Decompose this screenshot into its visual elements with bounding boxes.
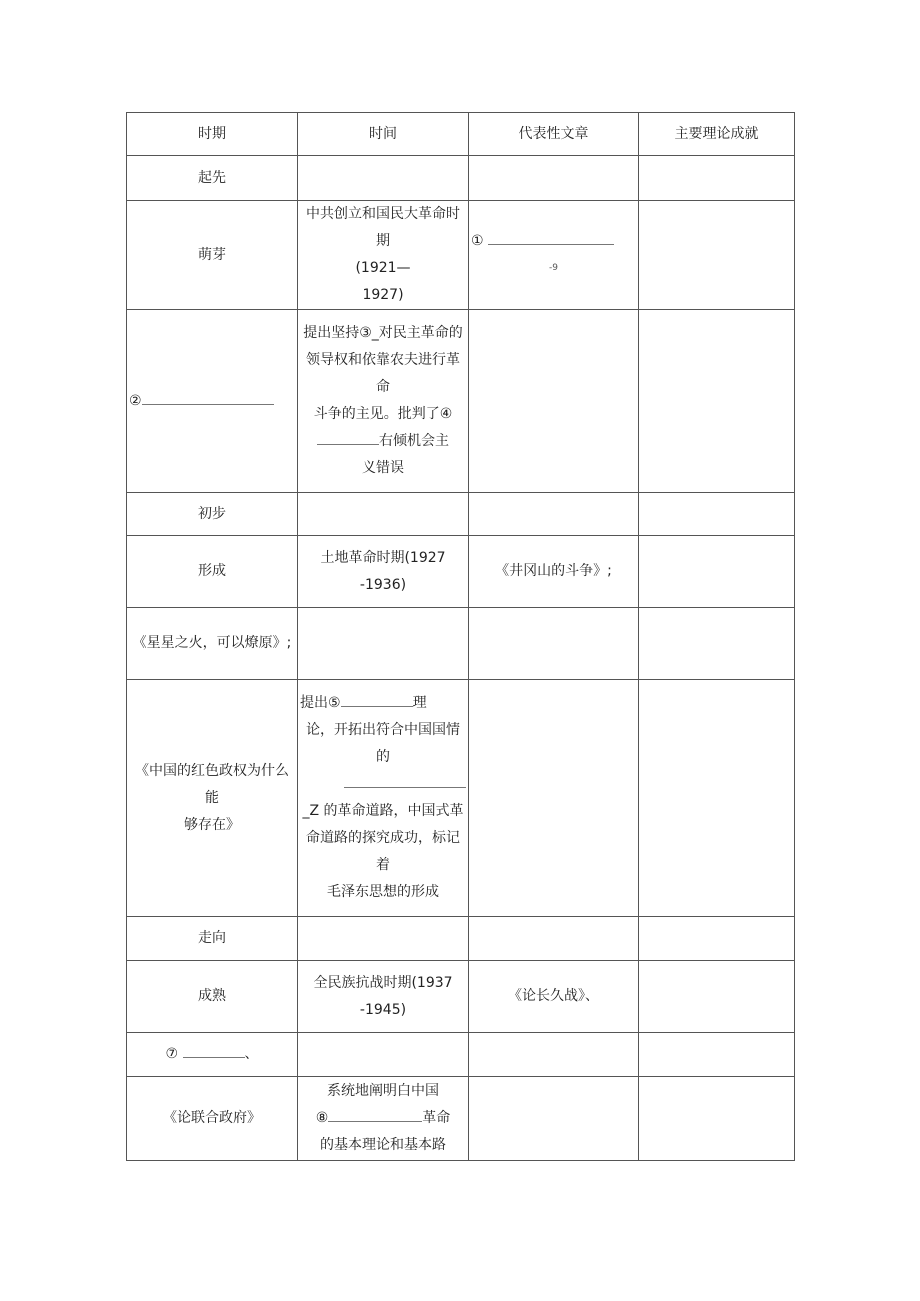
achievement-cell bbox=[298, 310, 469, 493]
text-fragment: 理 bbox=[412, 695, 427, 711]
time-line: -1936) bbox=[359, 576, 407, 593]
time-line: -1945) bbox=[359, 1001, 407, 1018]
period-cell: 走向 bbox=[127, 917, 298, 961]
empty-cell bbox=[469, 156, 639, 201]
time-line: 土地革命时期(1927 bbox=[320, 549, 446, 566]
header-period: 时期 bbox=[127, 113, 298, 156]
achievement-cell bbox=[298, 680, 469, 917]
empty-cell bbox=[469, 493, 639, 536]
article-cell: 《论长久战》、 bbox=[469, 961, 639, 1033]
header-time: 时间 bbox=[298, 113, 469, 156]
empty-cell bbox=[639, 201, 795, 310]
empty-cell bbox=[298, 493, 469, 536]
empty-cell bbox=[639, 310, 795, 493]
article-cell bbox=[469, 201, 639, 310]
article-line: 《中国的红色政权为什么能 bbox=[135, 762, 289, 806]
empty-cell bbox=[639, 1077, 795, 1161]
achievement-cell bbox=[298, 1077, 469, 1161]
empty-cell bbox=[639, 536, 795, 608]
empty-cell bbox=[639, 917, 795, 961]
empty-cell bbox=[639, 156, 795, 201]
period-cell: 形成 bbox=[127, 536, 298, 608]
fill-blank bbox=[488, 228, 614, 245]
table-row bbox=[127, 493, 795, 536]
time-line: (1921— bbox=[355, 260, 411, 276]
achievement-line: 的基本理论和基本路 bbox=[320, 1137, 446, 1153]
text-fragment: 革命 bbox=[422, 1110, 451, 1126]
achievement-line bbox=[300, 690, 466, 717]
time-line: 中共创立和国民大革命时期 bbox=[306, 206, 460, 249]
achievement-line: 论，开拓出符合中国国情的 bbox=[306, 722, 460, 765]
fill-blank bbox=[344, 771, 466, 788]
period-cell: 起先 bbox=[127, 156, 298, 201]
achievement-line: 斗争的主见。批判了④ bbox=[313, 406, 453, 422]
circled-number: ① bbox=[471, 233, 484, 249]
empty-cell bbox=[298, 608, 469, 680]
table-row bbox=[127, 608, 795, 680]
period-cell: 初步 bbox=[127, 493, 298, 536]
empty-cell bbox=[639, 1033, 795, 1077]
empty-cell bbox=[469, 310, 639, 493]
table-row bbox=[127, 1033, 795, 1077]
empty-cell bbox=[469, 608, 639, 680]
article-cell bbox=[127, 1033, 298, 1077]
fill-blank bbox=[317, 428, 379, 445]
table-row bbox=[127, 156, 795, 201]
empty-cell bbox=[469, 917, 639, 961]
theory-table bbox=[126, 112, 795, 1161]
achievement-line: 领导权和依靠农夫进行革命 bbox=[306, 352, 460, 395]
empty-cell bbox=[469, 680, 639, 917]
text-fragment: _对民主革命的 bbox=[371, 325, 463, 341]
article-blank-line bbox=[471, 228, 636, 255]
header-article: 代表性文章 bbox=[469, 113, 639, 156]
achievement-line bbox=[300, 320, 466, 347]
article-cell: 《星星之火，可以燎原》; bbox=[127, 608, 298, 680]
achievement-line bbox=[300, 1105, 466, 1132]
fill-blank bbox=[183, 1041, 245, 1058]
text-fragment: 、 bbox=[244, 1046, 259, 1062]
period-cell: 成熟 bbox=[127, 961, 298, 1033]
fill-blank bbox=[328, 1105, 422, 1122]
table-row bbox=[127, 961, 795, 1033]
article-cell: 《论联合政府》 bbox=[127, 1077, 298, 1161]
text-fragment: 提出坚持③ bbox=[303, 325, 372, 341]
circled-number: ② bbox=[129, 392, 142, 409]
fill-blank bbox=[142, 388, 274, 405]
table-row bbox=[127, 310, 795, 493]
achievement-line bbox=[300, 428, 466, 455]
achievement-line: 义错误 bbox=[362, 460, 404, 476]
empty-cell bbox=[469, 1033, 639, 1077]
table-row bbox=[127, 917, 795, 961]
empty-cell bbox=[639, 680, 795, 917]
header-achievement: 主要理论成就 bbox=[639, 113, 795, 156]
fill-blank bbox=[341, 690, 413, 707]
empty-cell bbox=[639, 493, 795, 536]
achievement-line: 命道路的探究成功，标记着 bbox=[306, 830, 460, 873]
period-cell: 萌芽 bbox=[127, 201, 298, 310]
circled-number: ⑦ bbox=[165, 1046, 179, 1062]
period-cell bbox=[127, 310, 298, 493]
article-line: 够存在》 bbox=[184, 816, 240, 833]
empty-cell bbox=[639, 961, 795, 1033]
empty-cell bbox=[298, 1033, 469, 1077]
header-row bbox=[127, 113, 795, 156]
time-line: 1927) bbox=[362, 287, 404, 303]
achievement-line: 毛泽东思想的形成 bbox=[327, 884, 439, 900]
empty-cell bbox=[298, 156, 469, 201]
achievement-line: 系统地阐明白中国 bbox=[327, 1083, 439, 1099]
text-fragment: 提出⑤ bbox=[300, 695, 341, 711]
empty-cell bbox=[469, 1077, 639, 1161]
empty-cell bbox=[298, 917, 469, 961]
article-cell: 《井冈山的斗争》; bbox=[469, 536, 639, 608]
table-row bbox=[127, 680, 795, 917]
article-tail: -9 bbox=[549, 263, 558, 273]
table-row bbox=[127, 1077, 795, 1161]
time-cell bbox=[298, 961, 469, 1033]
circled-number: ⑧ bbox=[315, 1110, 329, 1126]
achievement-line: _Z 的革命道路，中国式革 bbox=[302, 803, 464, 819]
article-cell bbox=[127, 680, 298, 917]
time-cell bbox=[298, 536, 469, 608]
achievement-line bbox=[300, 771, 466, 798]
table-row bbox=[127, 536, 795, 608]
text-fragment: 右倾机会主 bbox=[379, 433, 449, 449]
time-cell bbox=[298, 201, 469, 310]
time-line: 全民族抗战时期(1937 bbox=[313, 974, 453, 991]
table-row bbox=[127, 201, 795, 310]
empty-cell bbox=[639, 608, 795, 680]
